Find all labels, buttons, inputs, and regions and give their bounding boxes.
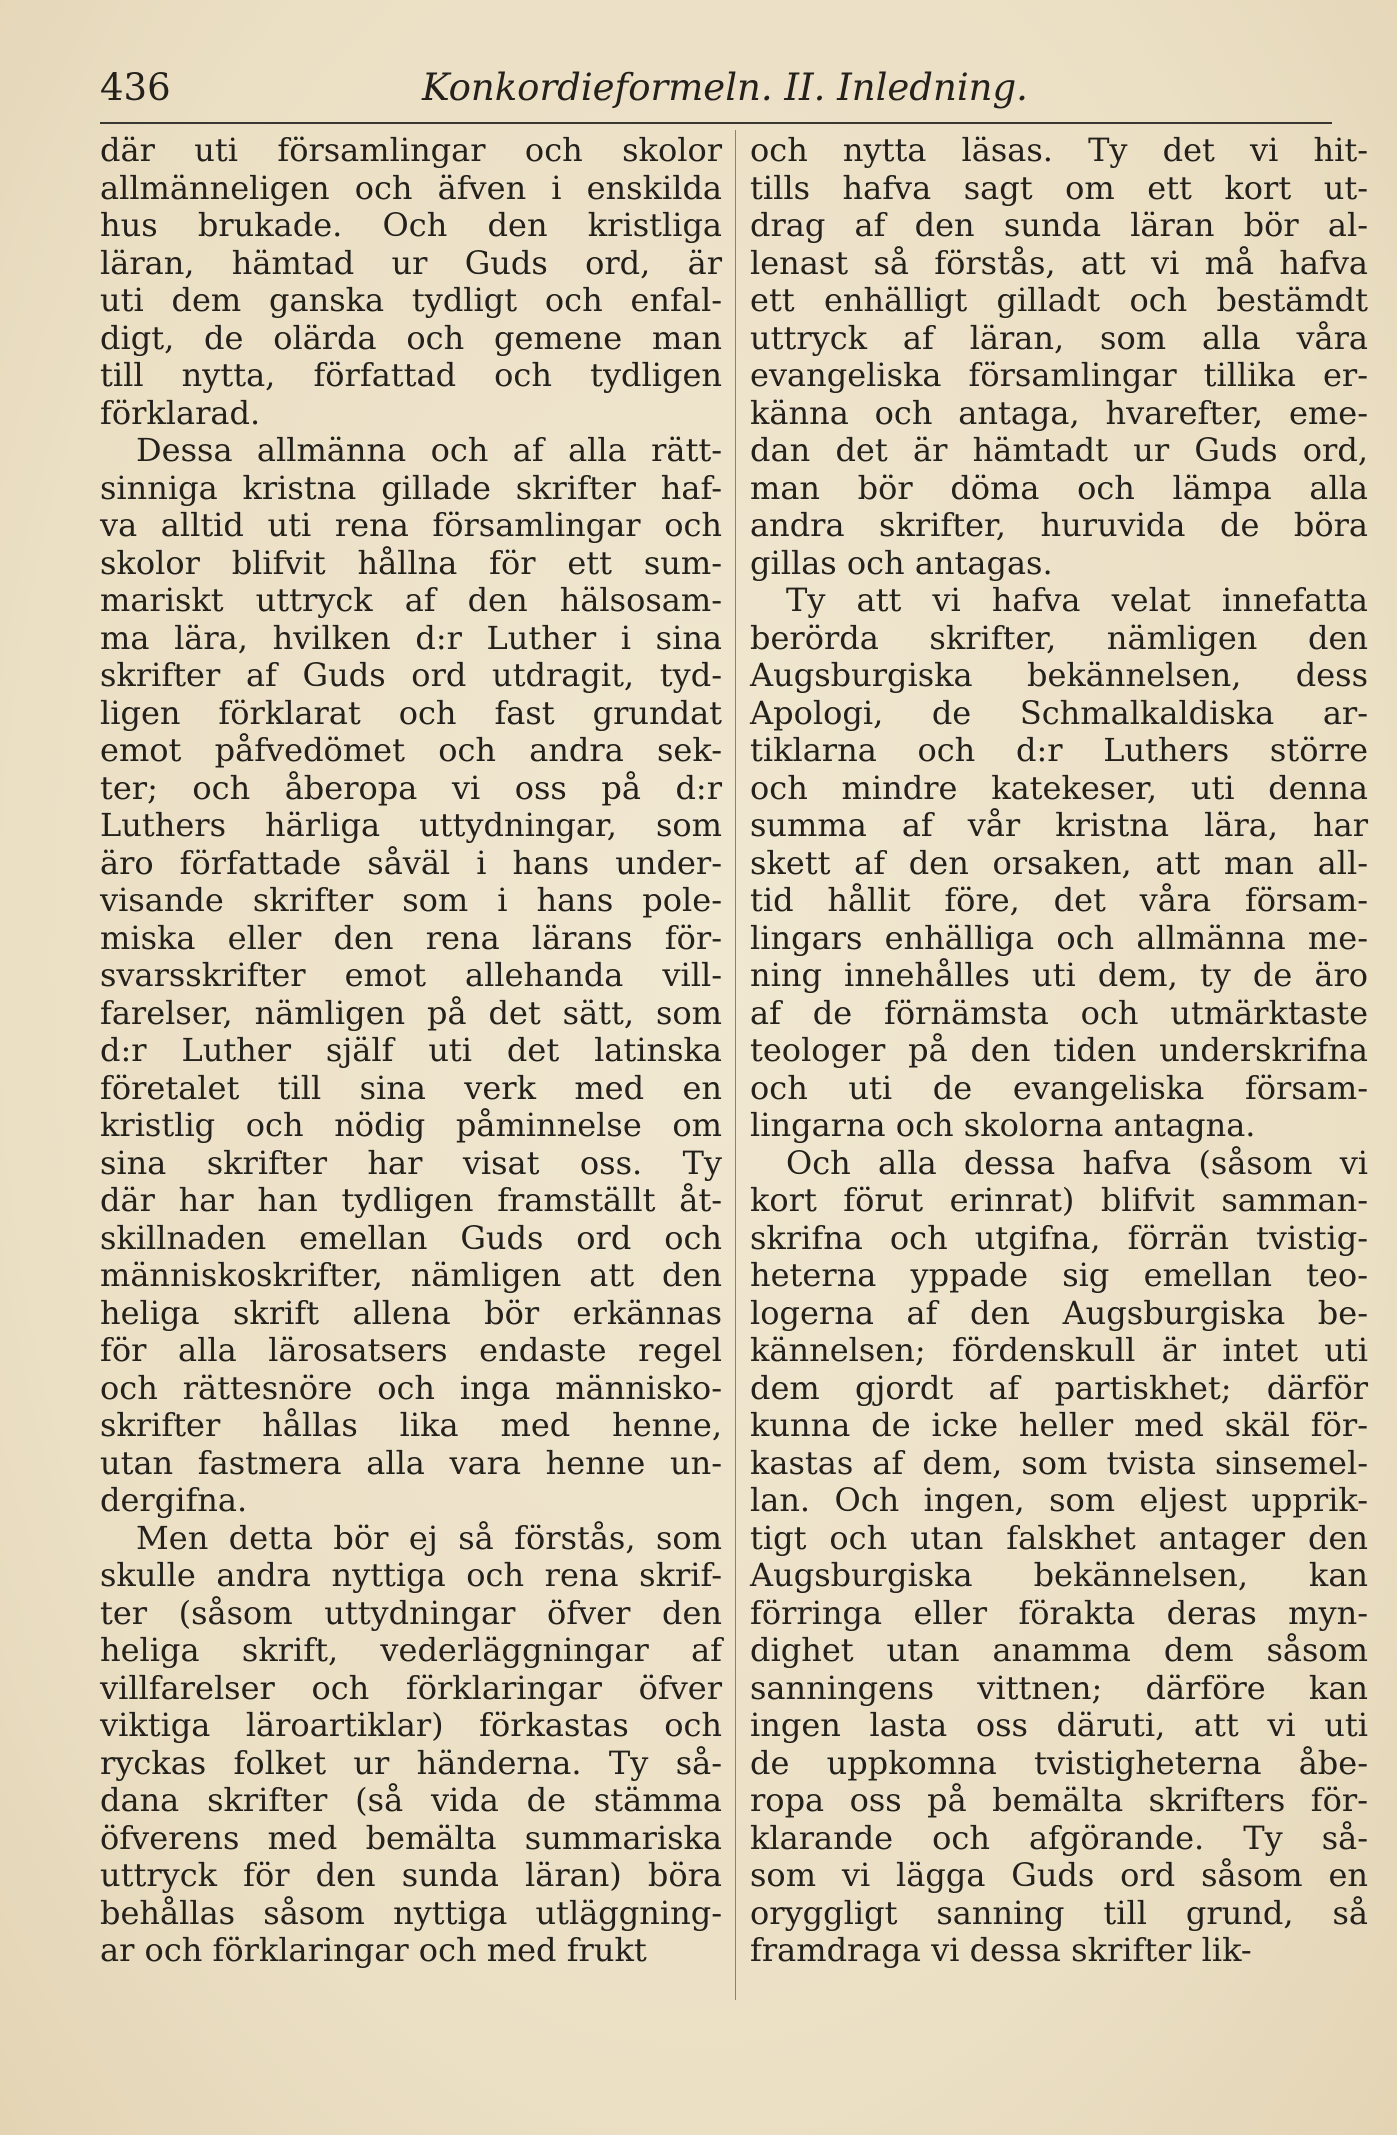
text-line: dana skrifter (så vida de stämma — [100, 1781, 722, 1819]
text-line: Luthers härliga uttydningar, som — [100, 806, 722, 844]
text-line: företalet till sina verk med en — [100, 1068, 722, 1107]
text-line: tigt och utan falskhet antager den — [750, 1518, 1368, 1557]
text-line: sanningens vittnen; därföre kan — [750, 1668, 1368, 1707]
page-header — [100, 66, 1330, 118]
text-line: Och alla dessa hafva (såsom vi — [786, 1143, 1368, 1182]
text-line: känna och antaga, hvarefter, eme- — [750, 393, 1368, 432]
text-line: skolor blifvit hållna för ett sum- — [100, 543, 722, 582]
text-line: där uti församlingar och skolor — [100, 131, 722, 169]
text-line: viktiga läroartiklar) förkastas och — [100, 1706, 722, 1744]
text-line: uti dem ganska tydligt och enfal- — [100, 281, 722, 319]
text-line: ning innehålles uti dem, ty de äro — [750, 956, 1368, 994]
text-line: dergifna. — [100, 1481, 248, 1519]
text-line: ryckas folket ur händerna. Ty så- — [100, 1743, 722, 1782]
text-line: kastas af dem, som tvista sinsemel- — [750, 1443, 1368, 1482]
text-line: hus brukade. Och den kristliga — [100, 206, 722, 244]
text-line: visande skrifter som i hans pole- — [100, 881, 722, 919]
text-line: man bör döma och lämpa alla — [750, 468, 1368, 507]
text-line: uttryck af läran, som alla våra — [750, 318, 1368, 357]
text-line: berörda skrifter, nämligen den — [750, 618, 1368, 657]
text-line: uttryck för den sunda läran) böra — [100, 1856, 722, 1894]
text-line: Augsburgiska bekännelsen, kan — [750, 1556, 1368, 1594]
text-line: förringa eller förakta deras myn- — [750, 1593, 1368, 1632]
text-line: ligen förklarat och fast grundat — [100, 693, 722, 732]
text-line: och rättesnöre och inga människo- — [100, 1368, 722, 1407]
text-line: summa af vår kristna lära, har — [750, 806, 1368, 844]
left-column — [100, 132, 722, 1970]
text-line: Apologi, de Schmalkaldiska ar- — [750, 693, 1368, 732]
text-line: skrifter hållas lika med henne, — [100, 1406, 722, 1444]
text-line: dem gjordt af partiskhet; därför — [750, 1368, 1368, 1407]
text-line: villfarelser och förklaringar öfver — [100, 1668, 722, 1707]
text-line: skrifna och utgifna, förrän tvistig- — [750, 1218, 1368, 1257]
text-line: logerna af den Augsburgiska be- — [750, 1293, 1368, 1332]
text-line: oryggligt sanning till grund, så — [750, 1893, 1368, 1932]
text-line: Ty att vi hafva velat innefatta — [786, 581, 1368, 619]
text-line: dan det är hämtadt ur Guds ord, — [750, 431, 1368, 469]
text-line: lingars enhälliga och allmänna me- — [750, 918, 1368, 957]
text-line: ter; och åberopa vi oss på d:r — [100, 768, 722, 807]
text-line: och nytta läsas. Ty det vi hit- — [750, 131, 1368, 169]
column-divider — [735, 130, 736, 2000]
text-line: heliga skrift allena bör erkännas — [100, 1293, 722, 1332]
text-line: skillnaden emellan Guds ord och — [100, 1218, 722, 1257]
text-line: människoskrifter, nämligen att den — [100, 1256, 722, 1294]
text-line: gillas och antagas. — [750, 543, 1053, 582]
text-line: d:r Luther själf uti det latinska — [100, 1031, 722, 1069]
text-line: förklarad. — [100, 393, 261, 432]
text-line: kännelsen; fördenskull är intet uti — [750, 1331, 1368, 1369]
text-line: och mindre katekeser, uti denna — [750, 768, 1368, 807]
text-line: ingen lasta oss däruti, att vi uti — [750, 1706, 1368, 1744]
text-line: för alla lärosatsers endaste regel — [100, 1331, 722, 1369]
text-line: öfverens med bemälta summariska — [100, 1818, 722, 1857]
text-line: som vi lägga Guds ord såsom en — [750, 1856, 1368, 1894]
text-line: lan. Och ingen, som eljest upprik- — [750, 1481, 1368, 1519]
text-line: dighet utan anamma dem såsom — [750, 1631, 1368, 1669]
text-line: utan fastmera alla vara henne un- — [100, 1443, 722, 1482]
text-line: kristlig och nödig påminnelse om — [100, 1106, 722, 1144]
text-line: lenast så förstås, att vi må hafva — [750, 243, 1368, 282]
text-line: andra skrifter, huruvida de böra — [750, 506, 1368, 544]
text-line: evangeliska församlingar tillika er- — [750, 356, 1368, 394]
text-line: Dessa allmänna och af alla rätt- — [136, 431, 722, 469]
text-line: kort förut erinrat) blifvit samman- — [750, 1181, 1368, 1219]
text-line: teologer på den tiden underskrifna — [750, 1031, 1368, 1069]
text-line: emot påfvedömet och andra sek- — [100, 731, 722, 769]
text-line: skulle andra nyttiga och rena skrif- — [100, 1556, 722, 1594]
text-line: miska eller den rena lärans för- — [100, 918, 722, 957]
running-title: Konkordieformeln. II. Inledning. — [422, 66, 1028, 109]
text-line: af de förnämsta och utmärktaste — [750, 993, 1368, 1032]
text-line: heterna yppade sig emellan teo- — [750, 1256, 1368, 1294]
text-line: skett af den orsaken, att man all- — [750, 843, 1368, 882]
text-line: ar och förklaringar och med frukt — [100, 1931, 647, 1969]
header-rule — [100, 122, 1332, 124]
text-line: va alltid uti rena församlingar och — [100, 506, 722, 544]
text-line: läran, hämtad ur Guds ord, är — [100, 243, 722, 282]
text-line: ma lära, hvilken d:r Luther i sina — [100, 618, 722, 657]
text-line: de uppkomna tvistigheterna åbe- — [750, 1743, 1368, 1782]
text-line: till nytta, författad och tydligen — [100, 356, 722, 394]
text-line: digt, de olärda och gemene man — [100, 318, 722, 357]
text-line: heliga skrift, vederläggningar af — [100, 1631, 722, 1669]
text-line: där har han tydligen framställt åt- — [100, 1181, 722, 1219]
text-line: allmänneligen och äfven i enskilda — [100, 168, 722, 207]
text-line: Men detta bör ej så förstås, som — [136, 1518, 722, 1557]
text-line: sinniga kristna gillade skrifter haf- — [100, 468, 722, 507]
text-line: Augsburgiska bekännelsen, dess — [750, 656, 1368, 694]
text-line: svarsskrifter emot allehanda vill- — [100, 956, 722, 994]
text-line: kunna de icke heller med skäl för- — [750, 1406, 1368, 1444]
page-number: 436 — [100, 66, 171, 109]
text-line: ropa oss på bemälta skrifters för- — [750, 1781, 1368, 1819]
text-line: sina skrifter har visat oss. Ty — [100, 1143, 722, 1182]
right-column — [750, 132, 1368, 1970]
text-line: tills hafva sagt om ett kort ut- — [750, 168, 1368, 207]
text-line: drag af den sunda läran bör al- — [750, 206, 1368, 244]
text-line: tid hållit före, det våra försam- — [750, 881, 1368, 919]
text-line: skrifter af Guds ord utdragit, tyd- — [100, 656, 722, 694]
text-line: och uti de evangeliska försam- — [750, 1068, 1368, 1107]
text-line: farelser, nämligen på det sätt, som — [100, 993, 722, 1032]
text-line: framdraga vi dessa skrifter lik- — [750, 1931, 1252, 1969]
text-line: ett enhälligt gilladt och bestämdt — [750, 281, 1368, 319]
text-line: mariskt uttryck af den hälsosam- — [100, 581, 722, 619]
text-line: klarande och afgörande. Ty så- — [750, 1818, 1368, 1857]
text-line: behållas såsom nyttiga utläggning- — [100, 1893, 722, 1932]
text-line: lingarna och skolorna antagna. — [750, 1106, 1256, 1144]
text-line: tiklarna och d:r Luthers större — [750, 731, 1368, 769]
text-line: ter (såsom uttydningar öfver den — [100, 1593, 722, 1632]
text-line: äro författade såväl i hans under- — [100, 843, 722, 882]
